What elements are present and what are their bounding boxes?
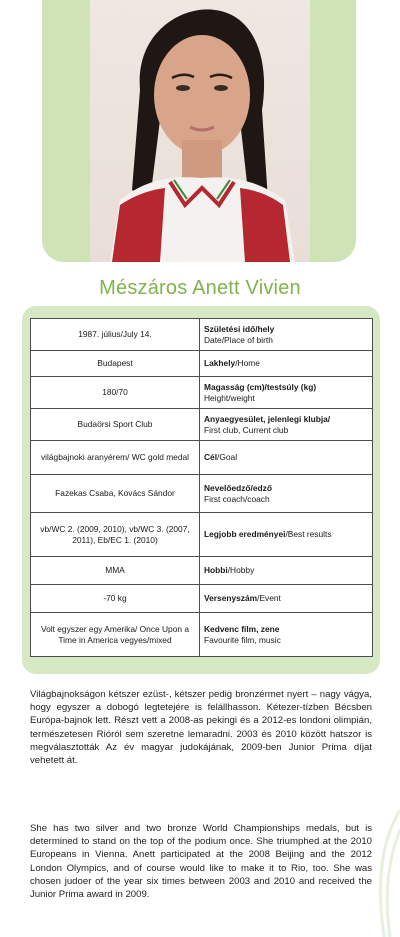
row-label: Születési idő/hely Date/Place of birth [200, 319, 373, 351]
row-value: MMA [31, 557, 200, 585]
row-value: vb/WC 2. (2009, 2010), vb/WC 3. (2007, 2011), Eb/EC 1. (2010) [31, 513, 200, 557]
row-label: Legjobb eredményei/Best results [200, 513, 373, 557]
row-label: Anyaegyesület, jelenlegi klubja/ First club, Current club [200, 409, 373, 441]
row-value: Budaörsi Sport Club [31, 409, 200, 441]
athlete-name: Mészáros Anett Vivien [99, 277, 301, 299]
row-value: -70 kg [31, 585, 200, 613]
table-row [31, 351, 373, 377]
table-row [31, 513, 373, 557]
row-label: Magasság (cm)/testsúly (kg) Height/weight [200, 377, 373, 409]
row-label: Kedvenc film, zene Favourite film, music [200, 613, 373, 657]
athlete-photo [90, 0, 310, 262]
table-row [31, 441, 373, 475]
row-value: Budapest [31, 351, 200, 377]
table-row [31, 475, 373, 513]
row-value: Fazekas Csaba, Kovács Sándor [31, 475, 200, 513]
table-row [31, 319, 373, 351]
row-value: Volt egyszer egy Amerika/ Once Upon a Time in America vegyes/mixed [31, 613, 200, 657]
info-table [30, 318, 373, 657]
table-row [31, 409, 373, 441]
table-row [31, 557, 373, 585]
row-label: Versenyszám/Event [200, 585, 373, 613]
bio-hungarian: Világbajnokságon kétszer ezüst-, kétszer pedig bronzérmet nyert – nagy vágya, hogy egyszer a dobogó legtetejére is felállhasson. Kétezer-tízben Bécsben Európa-bajnok lett. Részt vett a 2008-as pekingi és a 2012-es londoni olimpián, természetesen Rióról sem szeretne lemaradni. 2003 és 2010 között hatszor is megválasztották Az év magyar judokájának, 2009-ben Junior Prima díjat vehetett át. [30, 689, 372, 767]
table-row [31, 377, 373, 409]
row-label: Nevelőedző/edző First coach/coach [200, 475, 373, 513]
table-row [31, 585, 373, 613]
row-value: 180/70 [31, 377, 200, 409]
row-value: 1987. július/July 14. [31, 319, 200, 351]
row-value: világbajnoki aranyérem/ WC gold medal [31, 441, 200, 475]
row-label: Lakhely/Home [200, 351, 373, 377]
row-label: Cél/Goal [200, 441, 373, 475]
table-row [31, 613, 373, 657]
decorative-corner-lines [370, 800, 400, 937]
row-label: Hobbi/Hobby [200, 557, 373, 585]
bio-english: She has two silver and two bronze World Championships medals, but is determined to stand on the top of the podium once. She triumphed at the 2010 Europeans in Vienna. Anett participated at the 2008 Beijing and the 2012 London Olympics, and of course would like to make it to Rio, too. She was chosen judoer of the year six times between 2003 and 2010 and received the Junior Prima award in 2009. [30, 823, 372, 901]
